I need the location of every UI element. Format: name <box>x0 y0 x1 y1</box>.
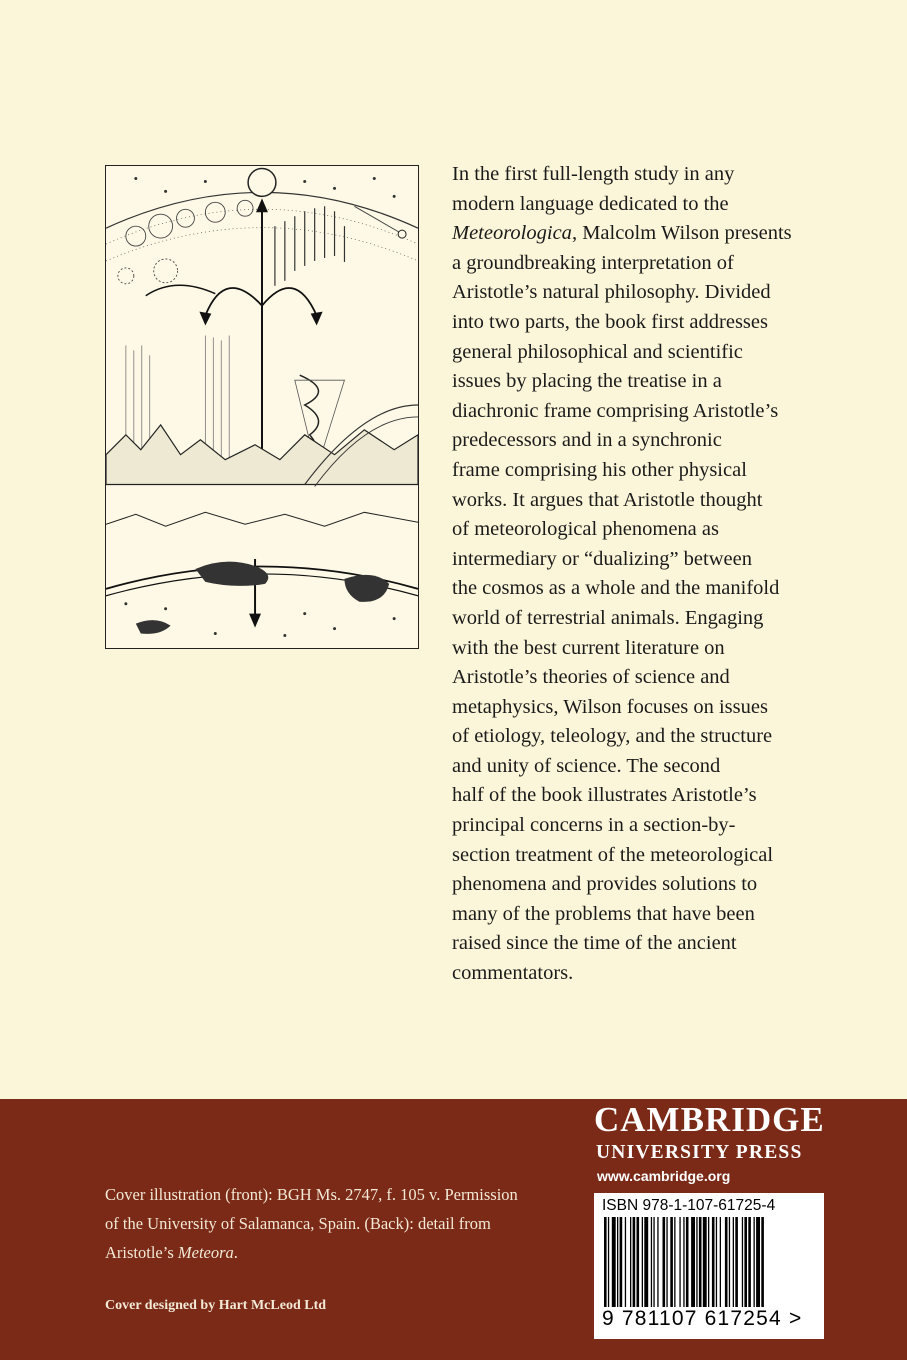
blurb-line: diachronic frame comprising Aristotle’s <box>452 399 779 422</box>
publisher-name: CAMBRIDGE <box>594 1100 825 1139</box>
blurb-line: section treatment of the meteorological <box>452 843 774 866</box>
book-blurb <box>452 160 852 989</box>
blurb-line: of meteorological phenomena as <box>452 518 719 541</box>
credit-prefix: Aristotle’s <box>105 1243 178 1262</box>
blurb-line: predecessors and in a synchronic <box>452 429 722 452</box>
isbn-label: ISBN 978-1-107-61725-4 <box>602 1197 776 1214</box>
blurb-line: the cosmos as a whole and the manifold <box>452 577 780 600</box>
blurb-line: a groundbreaking interpretation of <box>452 251 734 274</box>
blurb-line: In the first full-length study in any <box>452 163 735 185</box>
credit-line-1: Cover illustration (front): BGH Ms. 2747, f. 105 v. Permission <box>105 1185 518 1204</box>
blurb-line: principal concerns in a section-by- <box>452 814 736 837</box>
blurb-line: with the best current literature on <box>452 636 725 659</box>
cover-designer: Cover designed by Hart McLeod Ltd <box>105 1298 327 1313</box>
blurb-line: Aristotle’s natural philosophy. Divided <box>452 281 771 304</box>
cover-credit <box>105 1180 575 1267</box>
blurb-line-rest: , Malcolm Wilson presents <box>571 222 792 245</box>
isbn-barcode <box>594 1193 824 1339</box>
blurb-line: issues by placing the treatise in a <box>452 370 722 393</box>
blurb-line: frame comprising his other physical <box>452 458 747 481</box>
blurb-line: general philosophical and scientific <box>452 340 743 363</box>
publisher-url[interactable]: www.cambridge.org <box>597 1168 731 1184</box>
blurb-line: into two parts, the book first addresses <box>452 310 768 333</box>
blurb-line: commentators. <box>452 962 574 985</box>
blurb-line: raised since the time of the ancient <box>452 932 737 955</box>
blurb-line: of etiology, teleology, and the structure <box>452 725 773 748</box>
blurb-line: many of the problems that have been <box>452 902 755 925</box>
blurb-line: phenomena and provides solutions to <box>452 873 758 896</box>
blurb-line <box>452 219 852 249</box>
blurb-line: half of the book illustrates Aristotle’s <box>452 784 757 807</box>
blurb-line: Aristotle’s theories of science and <box>452 666 730 689</box>
blurb-line: works. It argues that Aristotle thought <box>452 488 763 511</box>
barcode-digits: 9 781107 617254 > <box>602 1307 803 1330</box>
credit-line-2: of the University of Salamanca, Spain. (Back): detail from <box>105 1214 491 1233</box>
barcode-bars-icon <box>604 1217 808 1307</box>
credit-suffix: . <box>233 1243 238 1262</box>
blurb-title-italic: Meteorologica <box>452 222 572 245</box>
blurb-line: modern language dedicated to the <box>452 192 729 215</box>
meteora-illustration <box>105 165 419 649</box>
credit-line-3 <box>105 1238 575 1267</box>
blurb-line: world of terrestrial animals. Engaging <box>452 606 764 629</box>
publisher-subtitle: UNIVERSITY PRESS <box>596 1142 803 1163</box>
blurb-line: intermediary or “dualizing” between <box>452 547 752 570</box>
blurb-line: metaphysics, Wilson focuses on issues <box>452 695 768 718</box>
credit-title-italic: Meteora <box>177 1243 234 1262</box>
blurb-line: and unity of science. The second <box>452 754 721 777</box>
